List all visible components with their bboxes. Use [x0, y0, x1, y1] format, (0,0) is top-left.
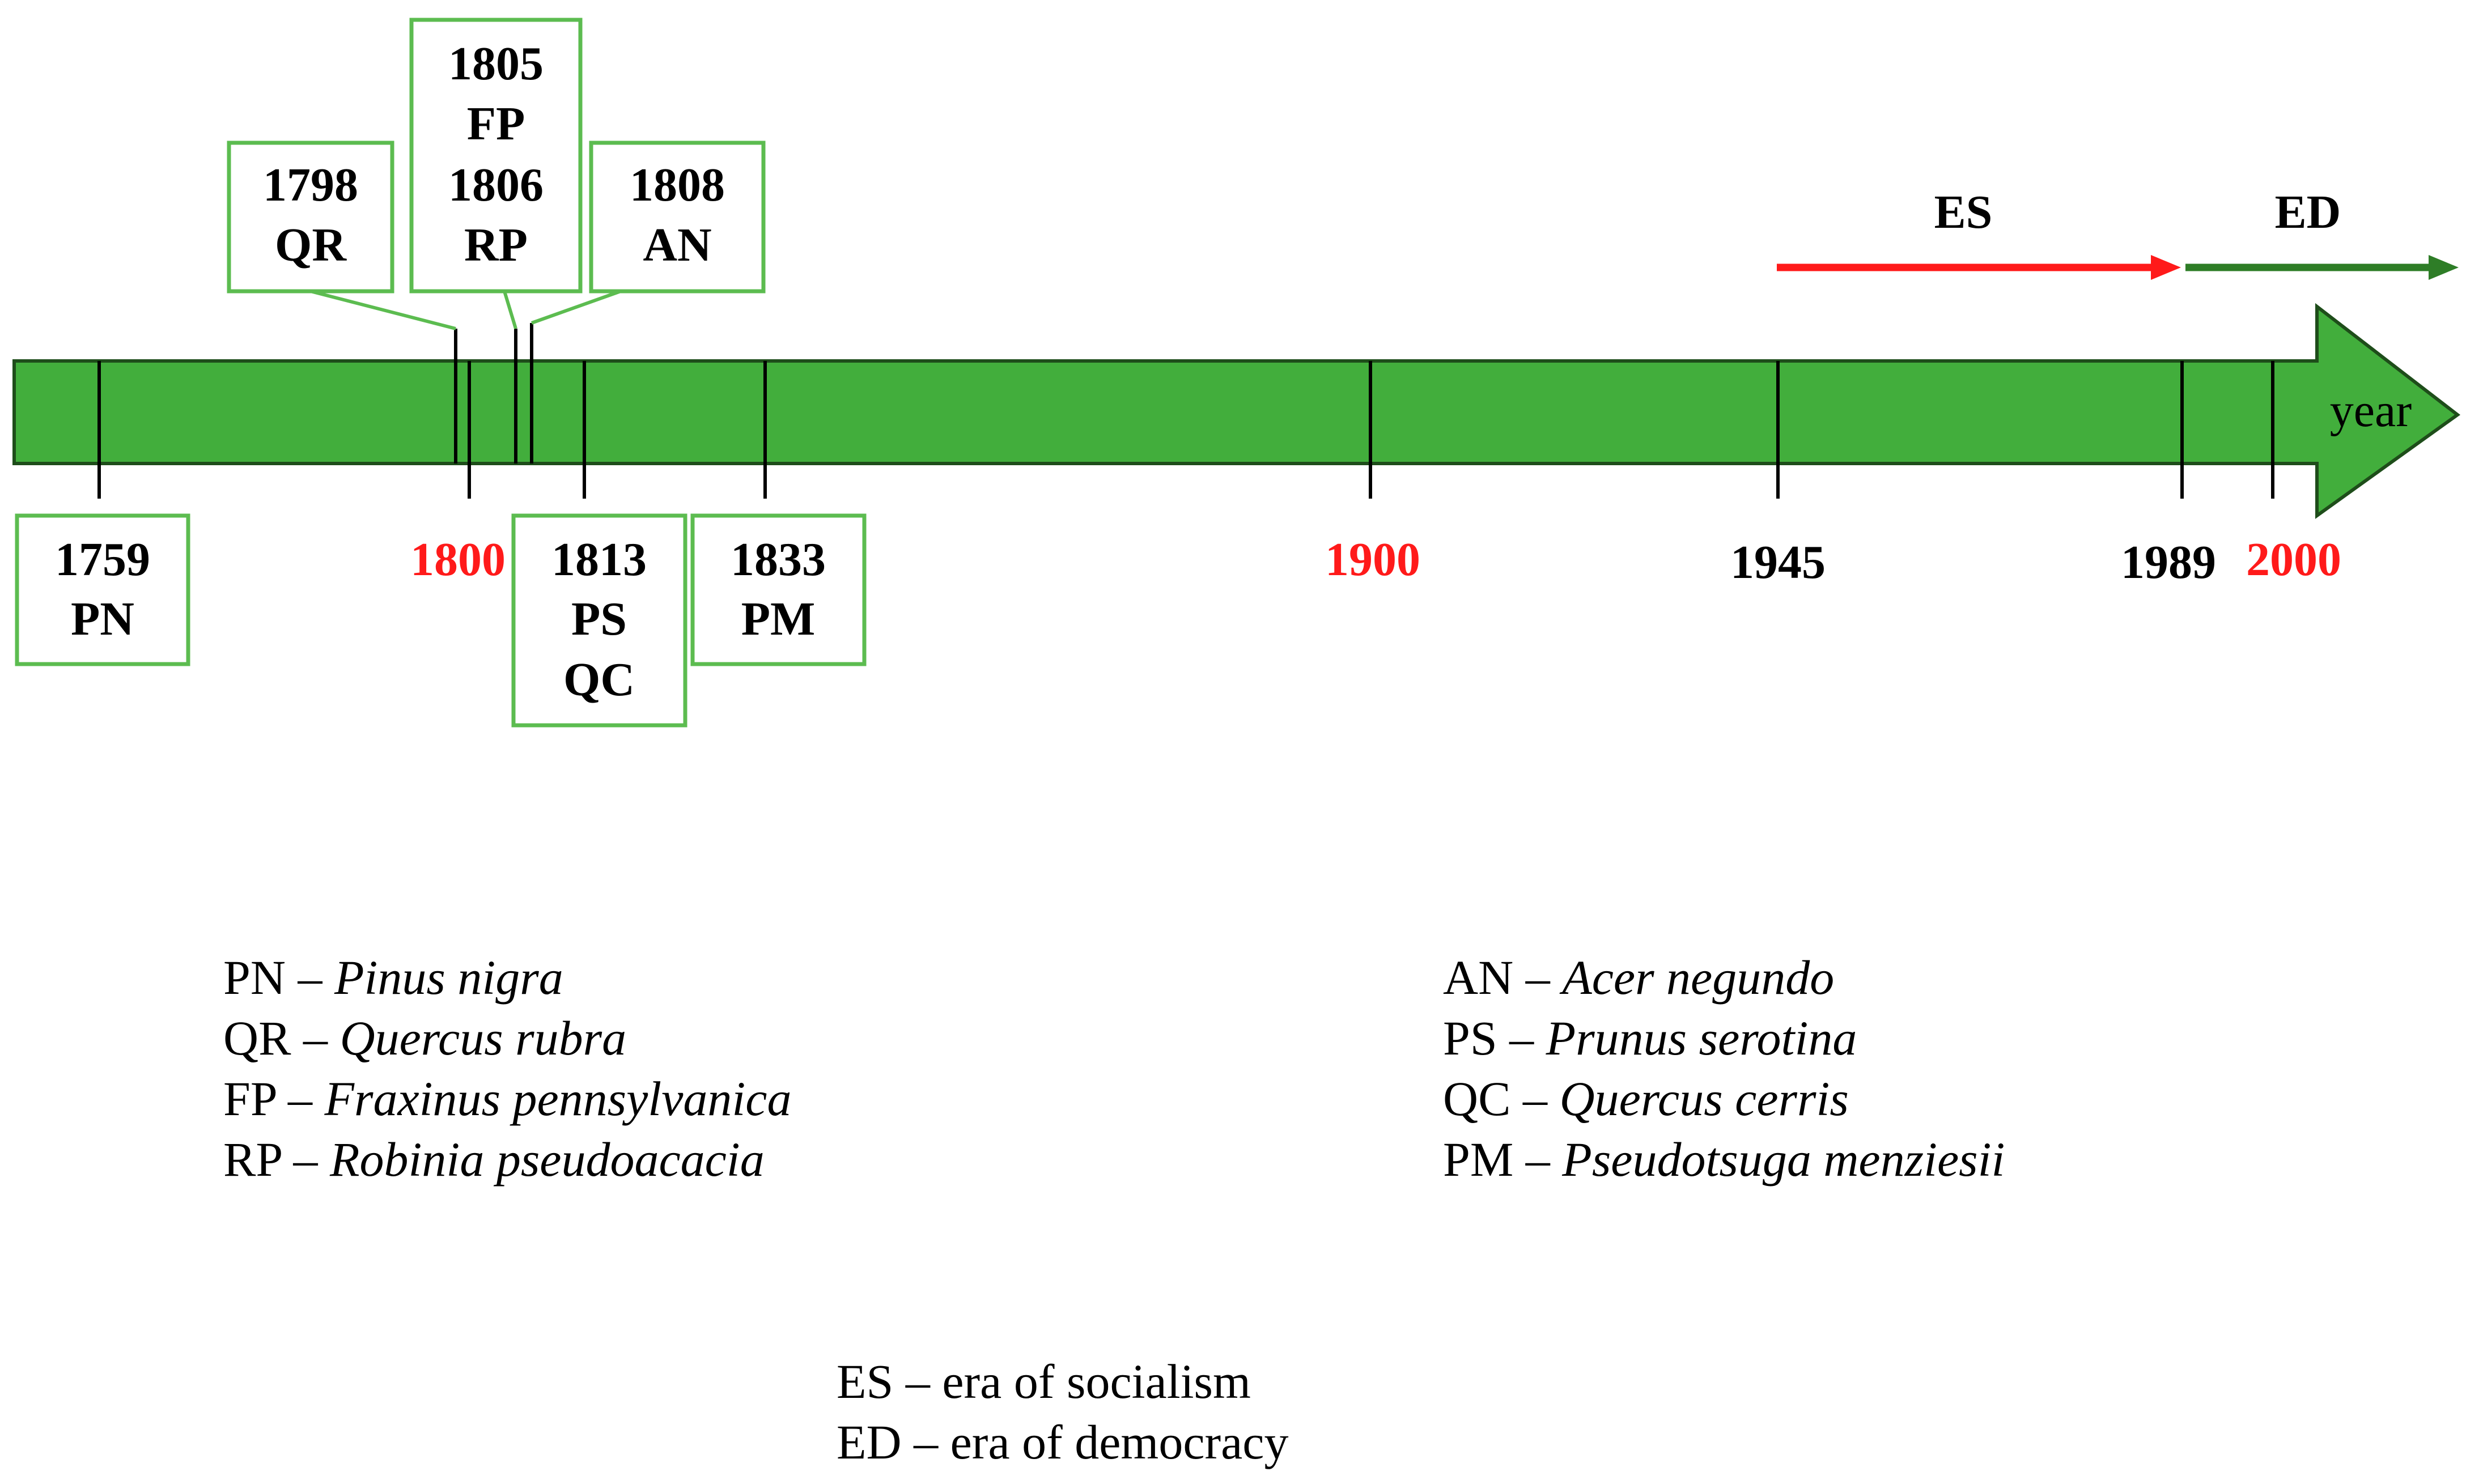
- intro-box-line: PN: [71, 593, 134, 645]
- legend-species-name: Prunus serotina: [1546, 1011, 1857, 1065]
- legend-dash: –: [1522, 1071, 1547, 1126]
- intro-box-line: 1813: [551, 533, 647, 586]
- legend-species-left: [223, 947, 791, 1190]
- era-es-arrowhead: [2151, 255, 2181, 280]
- intro-box-bottom-1759: [17, 516, 188, 664]
- axis-word-year: year: [2329, 384, 2412, 437]
- legend-dash: –: [293, 1132, 318, 1187]
- legend-item-qr: [223, 1008, 791, 1069]
- legend-species-name: Pinus nigra: [334, 950, 563, 1005]
- intro-box-line: AN: [643, 219, 712, 271]
- legend-item-fp: [223, 1069, 791, 1129]
- intro-box-line: PS: [571, 593, 627, 645]
- year-label-1989: 1989: [2121, 536, 2216, 589]
- intro-box-line: 1806: [448, 159, 544, 211]
- intro-box-top-1798: [229, 143, 392, 291]
- legend-dash: –: [287, 1071, 312, 1126]
- legend-code: QC: [1443, 1071, 1511, 1126]
- intro-box-line: 1759: [55, 533, 150, 586]
- year-label-2000: 2000: [2246, 533, 2341, 586]
- legend-species-name: Pseudotsuga menziesii: [1562, 1132, 2005, 1187]
- legend-dash: –: [1525, 1132, 1550, 1187]
- legend-species-right: [1443, 947, 2005, 1190]
- year-label-1800: 1800: [410, 533, 506, 586]
- intro-box-top-1808: [591, 143, 763, 291]
- legend-dash: –: [1509, 1011, 1534, 1065]
- legend-species-name: Acer negundo: [1562, 950, 1835, 1005]
- intro-box-line: 1798: [263, 159, 358, 211]
- legend-code: PN: [223, 950, 286, 1005]
- legend-code: AN: [1443, 950, 1514, 1005]
- legend-item-pm: [1443, 1129, 2005, 1190]
- legend-species-name: Fraxinus pennsylvanica: [324, 1071, 792, 1126]
- legend-item-ps: [1443, 1008, 2005, 1069]
- intro-box-line: PM: [741, 593, 816, 645]
- era-ed-arrowhead: [2429, 255, 2459, 280]
- legend-dash: –: [303, 1011, 328, 1065]
- top-box-connectors: [311, 291, 621, 329]
- legend-item-pn: [223, 947, 791, 1008]
- connector-1798: [311, 291, 456, 329]
- legend-code: FP: [223, 1071, 276, 1126]
- intro-box-line: 1833: [731, 533, 826, 586]
- legend-species-name: Quercus rubra: [339, 1011, 627, 1065]
- intro-box-line: 1805: [448, 37, 544, 90]
- intro-box-line: 1808: [630, 159, 725, 211]
- era-arrow-ed: [2185, 186, 2459, 280]
- legend-code: ES: [837, 1354, 894, 1409]
- legend-item-an: [1443, 947, 2005, 1008]
- legend-eras: [837, 1351, 1288, 1473]
- intro-box-line: QR: [275, 219, 346, 271]
- legend-species-name: Robinia pseudoacacia: [330, 1132, 765, 1187]
- intro-box-bottom-1833: [693, 516, 864, 664]
- era-es-label: ES: [1934, 186, 1993, 239]
- intro-box-top-1805-1806: [411, 20, 580, 291]
- legend-dash: –: [905, 1354, 930, 1409]
- connector-1805: [504, 291, 516, 329]
- intro-box-line: QC: [563, 653, 635, 706]
- legend-era-name: era of democracy: [950, 1415, 1289, 1469]
- intro-box-line: RP: [464, 219, 528, 271]
- legend-dash: –: [298, 950, 322, 1005]
- legend-item-qc: [1443, 1069, 2005, 1129]
- legend-code: RP: [223, 1132, 281, 1187]
- intro-box-bottom-1813: [513, 516, 685, 725]
- legend-item-es: [837, 1351, 1288, 1412]
- legend-item-rp: [223, 1129, 791, 1190]
- legend-dash: –: [914, 1415, 939, 1469]
- legend-era-name: era of socialism: [942, 1354, 1251, 1409]
- year-label-1945: 1945: [1730, 536, 1826, 589]
- legend-code: ED: [837, 1415, 902, 1469]
- era-arrow-es: [1777, 186, 2181, 280]
- year-label-1900: 1900: [1325, 533, 1420, 586]
- legend-species-name: Quercus cerris: [1559, 1071, 1849, 1126]
- legend-code: PS: [1443, 1011, 1497, 1065]
- intro-box-line: FP: [466, 97, 525, 150]
- legend-code: QR: [223, 1011, 291, 1065]
- legend-code: PM: [1443, 1132, 1514, 1187]
- connector-1808: [532, 291, 621, 323]
- timeline-arrow-bar: [14, 307, 2457, 516]
- era-ed-label: ED: [2274, 186, 2341, 239]
- legend-dash: –: [1525, 950, 1550, 1005]
- legend-item-ed: [837, 1412, 1288, 1473]
